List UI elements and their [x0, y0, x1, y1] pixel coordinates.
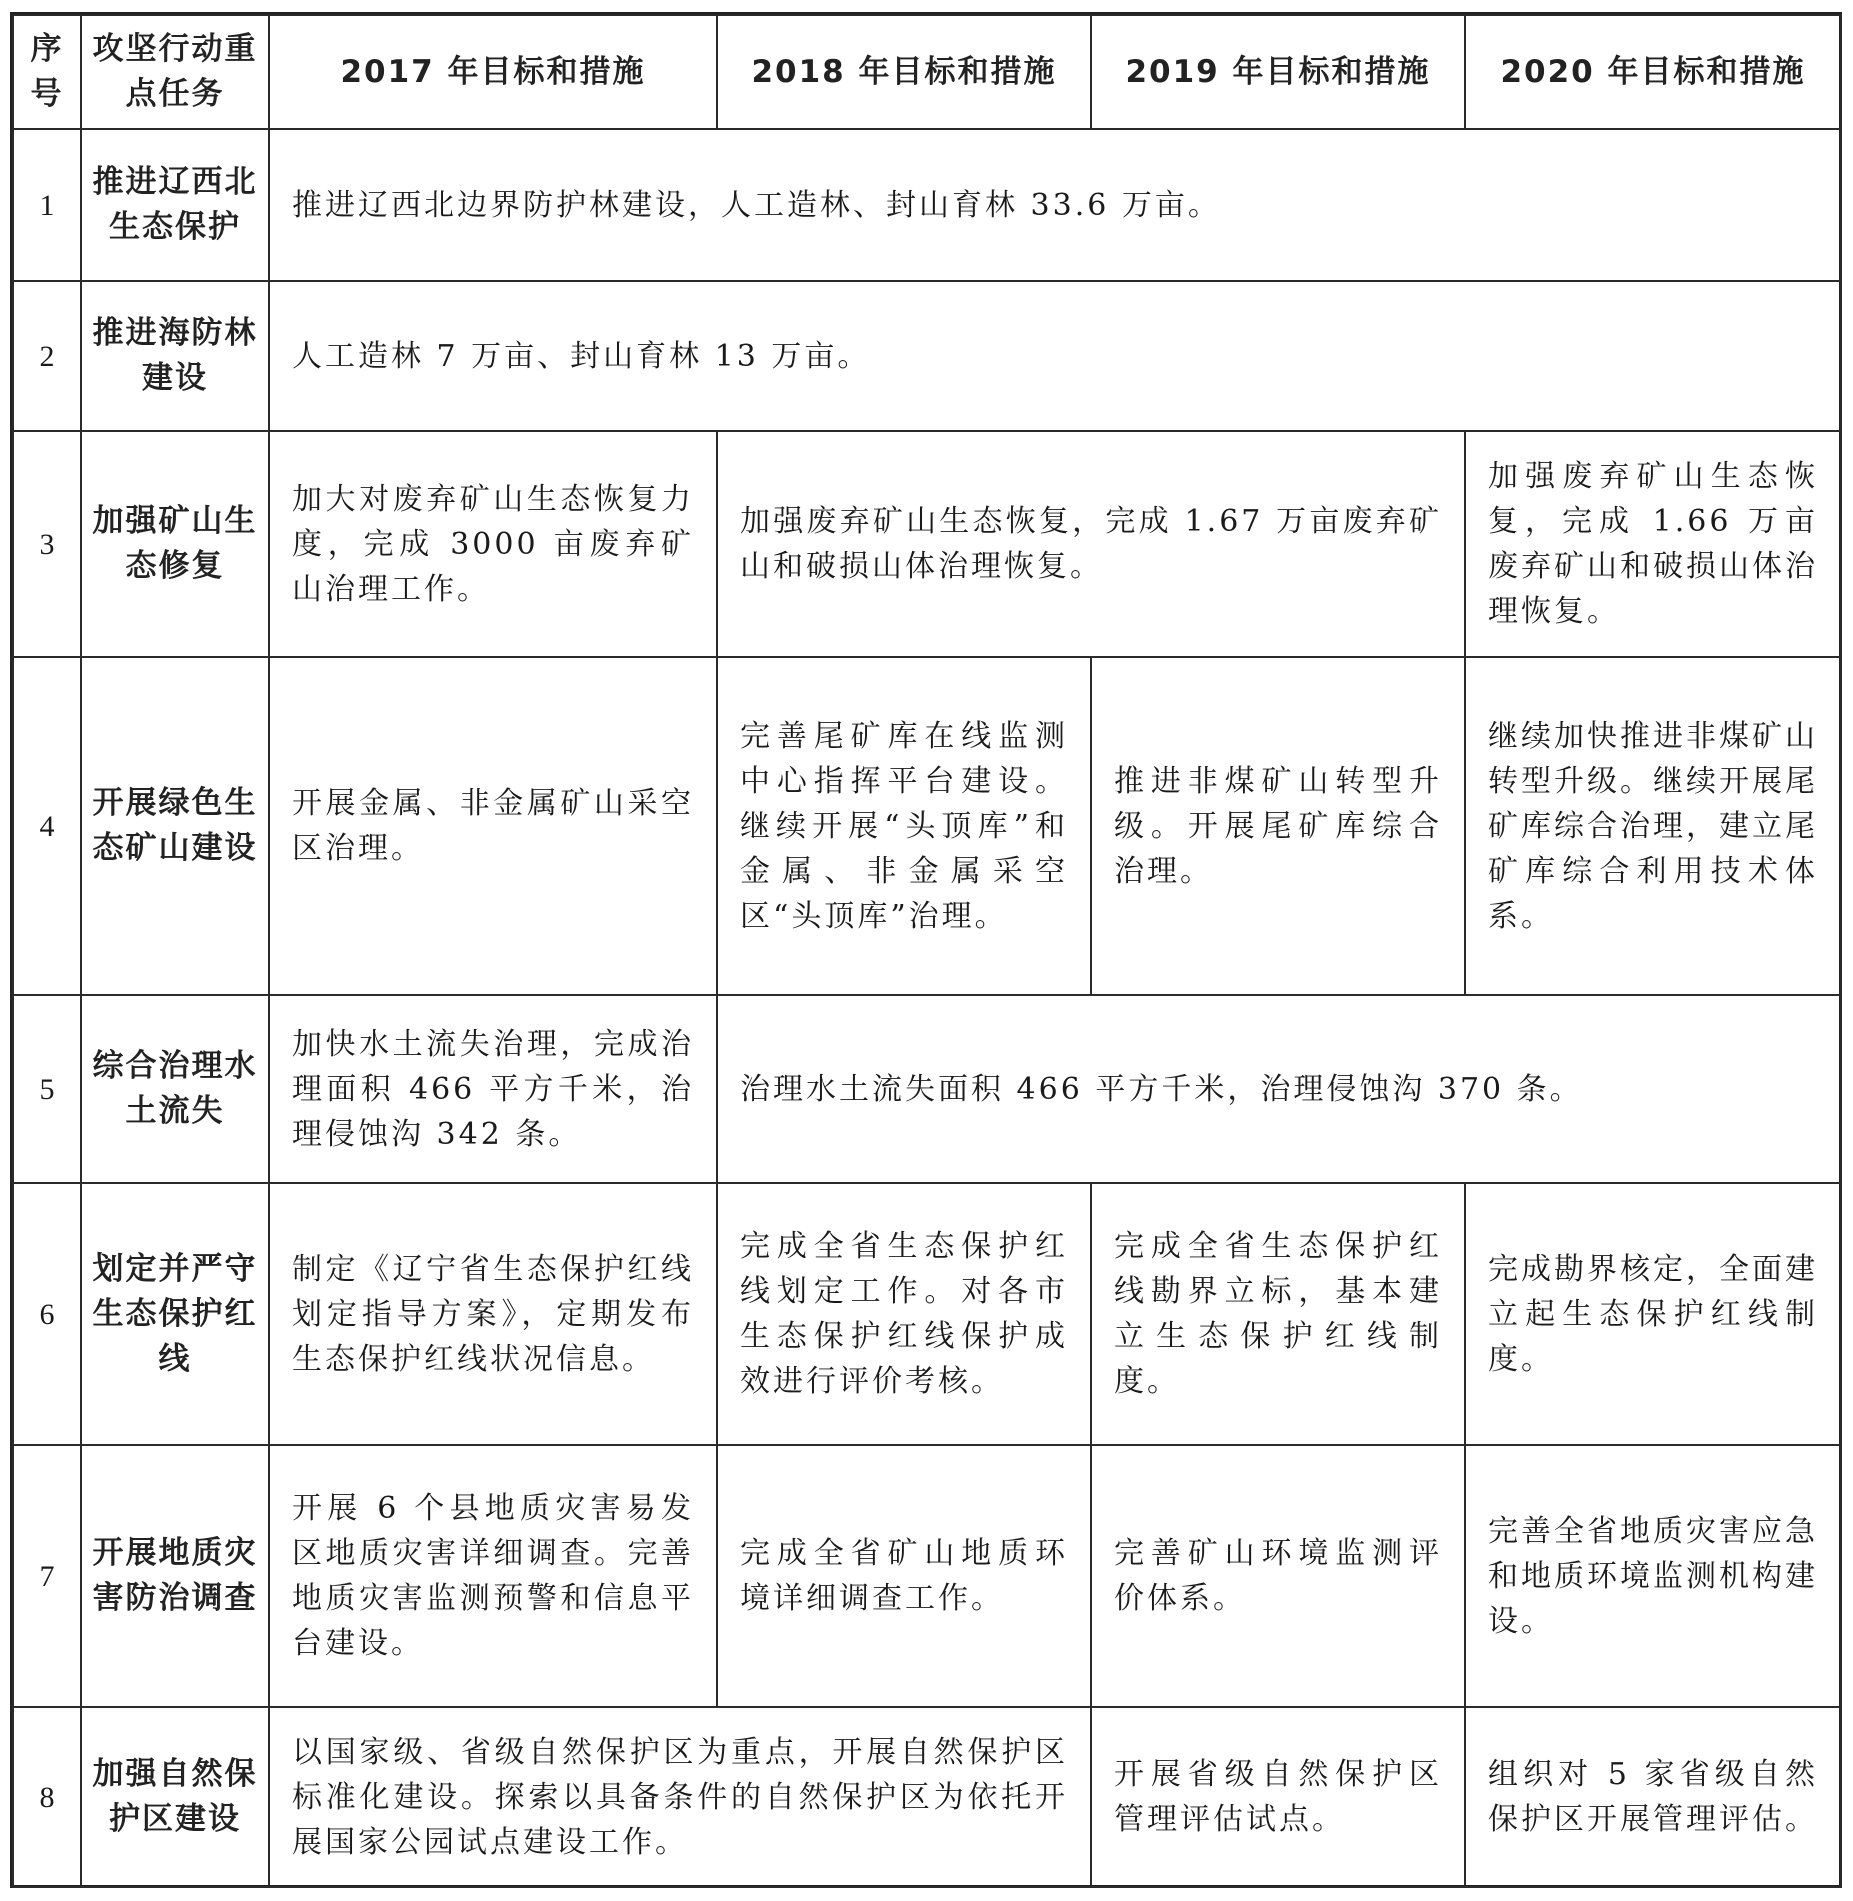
- row-measure-2017: 开展金属、非金属矿山采空区治理。: [269, 657, 717, 995]
- row-measure-2018-2020: 治理水土流失面积 466 平方千米，治理侵蚀沟 370 条。: [717, 995, 1841, 1183]
- row-measure-2017-2020: 推进辽西北边界防护林建设，人工造林、封山育林 33.6 万亩。: [269, 129, 1841, 281]
- row-task: 加强自然保护区建设: [81, 1707, 269, 1887]
- row-task: 推进辽西北生态保护: [81, 129, 269, 281]
- table-row: [13, 431, 1841, 657]
- row-num: 1: [13, 129, 81, 281]
- row-task: 加强矿山生态修复: [81, 431, 269, 657]
- row-task: 开展地质灾害防治调查: [81, 1445, 269, 1707]
- row-num: 8: [13, 1707, 81, 1887]
- table-row: [13, 1707, 1841, 1887]
- row-measure-2019: 完善矿山环境监测评价体系。: [1091, 1445, 1465, 1707]
- row-num: 3: [13, 431, 81, 657]
- row-measure-2020: 继续加快推进非煤矿山转型升级。继续开展尾矿库综合治理，建立尾矿库综合利用技术体系。: [1465, 657, 1841, 995]
- header-2020: 2020 年目标和措施: [1465, 15, 1841, 129]
- row-measure-2020: 组织对 5 家省级自然保护区开展管理评估。: [1465, 1707, 1841, 1887]
- header-task: 攻坚行动重点任务: [81, 15, 269, 129]
- row-measure-2017-2020: 人工造林 7 万亩、封山育林 13 万亩。: [269, 281, 1841, 431]
- eco-protection-task-table: [12, 14, 1842, 1888]
- row-measure-2017: 制定《辽宁省生态保护红线划定指导方案》，定期发布生态保护红线状况信息。: [269, 1183, 717, 1445]
- row-num: 4: [13, 657, 81, 995]
- row-task: 开展绿色生态矿山建设: [81, 657, 269, 995]
- table-row: [13, 281, 1841, 431]
- table-row: [13, 1445, 1841, 1707]
- row-measure-2019: 开展省级自然保护区管理评估试点。: [1091, 1707, 1465, 1887]
- table-header-row: [13, 15, 1841, 129]
- row-num: 5: [13, 995, 81, 1183]
- table-row: [13, 129, 1841, 281]
- header-num: 序号: [13, 15, 81, 129]
- row-measure-2017: 加快水土流失治理，完成治理面积 466 平方千米，治理侵蚀沟 342 条。: [269, 995, 717, 1183]
- row-task: 划定并严守生态保护红线: [81, 1183, 269, 1445]
- row-num: 6: [13, 1183, 81, 1445]
- row-measure-2020: 加强废弃矿山生态恢复，完成 1.66 万亩废弃矿山和破损山体治理恢复。: [1465, 431, 1841, 657]
- row-task: 综合治理水土流失: [81, 995, 269, 1183]
- header-2019: 2019 年目标和措施: [1091, 15, 1465, 129]
- row-measure-2020: 完成勘界核定，全面建立起生态保护红线制度。: [1465, 1183, 1841, 1445]
- row-measure-2020: 完善全省地质灾害应急和地质环境监测机构建设。: [1465, 1445, 1841, 1707]
- row-num: 7: [13, 1445, 81, 1707]
- header-2018: 2018 年目标和措施: [717, 15, 1091, 129]
- table-row: [13, 1183, 1841, 1445]
- table-row: [13, 995, 1841, 1183]
- row-task: 推进海防林建设: [81, 281, 269, 431]
- row-measure-2018-2019: 加强废弃矿山生态恢复，完成 1.67 万亩废弃矿山和破损山体治理恢复。: [717, 431, 1465, 657]
- header-2017: 2017 年目标和措施: [269, 15, 717, 129]
- row-measure-2019: 推进非煤矿山转型升级。开展尾矿库综合治理。: [1091, 657, 1465, 995]
- row-measure-2019: 完成全省生态保护红线勘界立标，基本建立生态保护红线制度。: [1091, 1183, 1465, 1445]
- table-row: [13, 657, 1841, 995]
- row-measure-2017-2018: 以国家级、省级自然保护区为重点，开展自然保护区标准化建设。探索以具备条件的自然保护区为依托开展国家公园试点建设工作。: [269, 1707, 1091, 1887]
- row-measure-2018: 完善尾矿库在线监测中心指挥平台建设。继续开展“头顶库”和金属、非金属采空区“头顶库”治理。: [717, 657, 1091, 995]
- row-measure-2017: 加大对废弃矿山生态恢复力度，完成 3000 亩废弃矿山治理工作。: [269, 431, 717, 657]
- row-measure-2018: 完成全省生态保护红线划定工作。对各市生态保护红线保护成效进行评价考核。: [717, 1183, 1091, 1445]
- row-measure-2017: 开展 6 个县地质灾害易发区地质灾害详细调查。完善地质灾害监测预警和信息平台建设。: [269, 1445, 717, 1707]
- row-measure-2018: 完成全省矿山地质环境详细调查工作。: [717, 1445, 1091, 1707]
- row-num: 2: [13, 281, 81, 431]
